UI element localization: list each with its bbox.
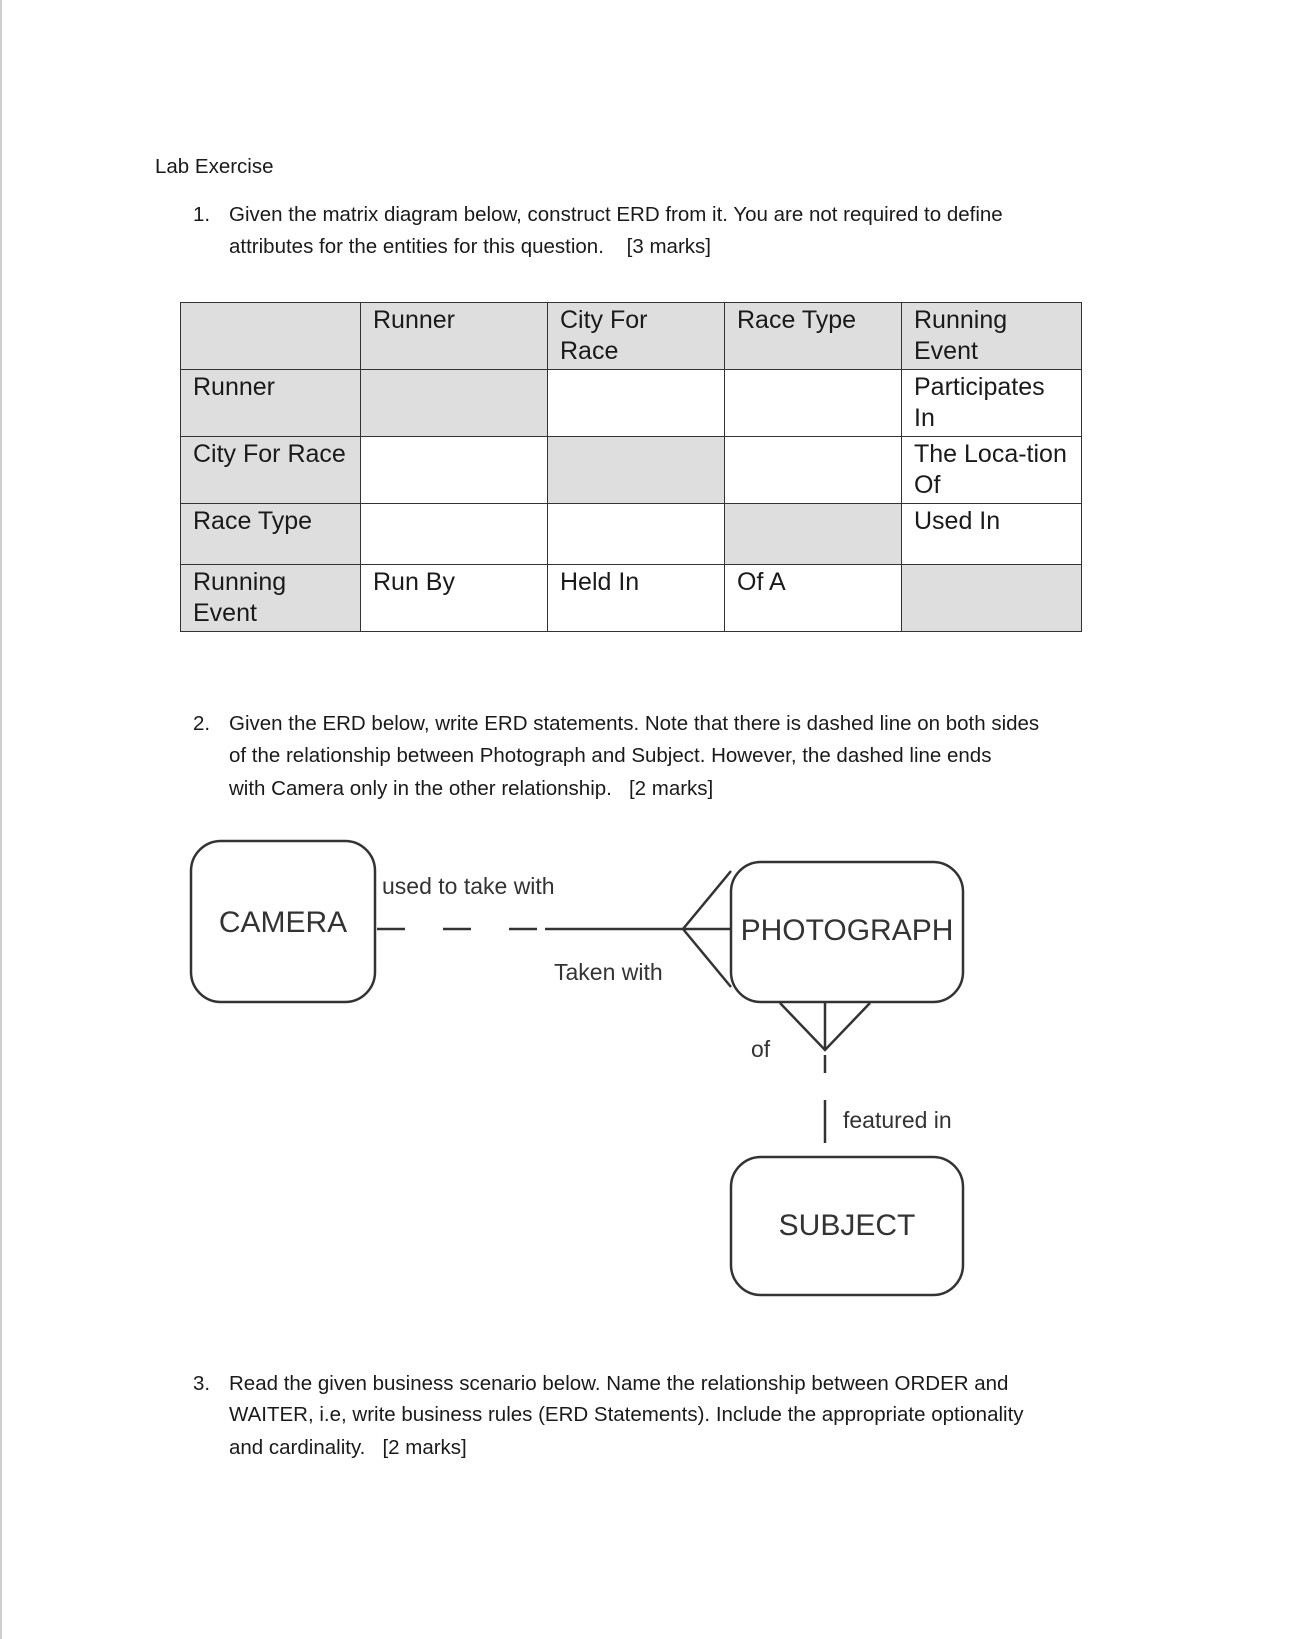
- row-header: Running Event: [181, 565, 361, 632]
- q2-line-3: with Camera only in the other relationship. [2 marks]: [229, 777, 714, 800]
- relationship-label-taken-with: Taken with: [554, 959, 663, 985]
- table-cell: Held In: [548, 565, 725, 632]
- table-cell: Participates In: [902, 370, 1082, 437]
- q3-line-2: WAITER, i.e, write business rules (ERD Statements). Include the appropriate optionality: [229, 1403, 1024, 1426]
- heading: Lab Exercise: [155, 155, 274, 178]
- relationship-label-used-to-take-with: used to take with: [382, 873, 555, 899]
- table-header: Runner: [361, 303, 548, 370]
- q2-number: 2.: [193, 712, 211, 735]
- q1-line-2: attributes for the entities for this question. [3 marks]: [229, 235, 711, 258]
- q2-line-1: Given the ERD below, write ERD statements. Note that there is dashed line on both sides: [229, 712, 1040, 735]
- table-header: Running Event: [902, 303, 1082, 370]
- table-cell: The Loca-tion Of: [902, 437, 1082, 504]
- subject-label: SUBJECT: [778, 1209, 916, 1242]
- table-cell: Used In: [902, 504, 1082, 565]
- camera-label: CAMERA: [218, 906, 348, 939]
- q3-line-3: and cardinality. [2 marks]: [229, 1436, 467, 1459]
- q3-line-1: Read the given business scenario below. Name the relationship between ORDER and: [229, 1372, 1009, 1395]
- q3-number: 3.: [193, 1372, 211, 1395]
- q2-line-2: of the relationship between Photograph and Subject. However, the dashed line ends: [229, 744, 992, 767]
- table-cell: Of A: [725, 565, 902, 632]
- relationship-label-featured-in: featured in: [843, 1107, 952, 1133]
- row-header: Runner: [181, 370, 361, 437]
- row-header: Race Type: [181, 504, 361, 565]
- q1-line-1: Given the matrix diagram below, construct ERD from it. You are not required to define: [229, 203, 1003, 226]
- q1-number: 1.: [193, 203, 211, 226]
- photograph-label: PHOTOGRAPH: [740, 914, 954, 947]
- table-header: Race Type: [725, 303, 902, 370]
- table-cell: Run By: [361, 565, 548, 632]
- table-header: City For Race: [548, 303, 725, 370]
- row-header: City For Race: [181, 437, 361, 504]
- relationship-label-of: of: [751, 1036, 771, 1062]
